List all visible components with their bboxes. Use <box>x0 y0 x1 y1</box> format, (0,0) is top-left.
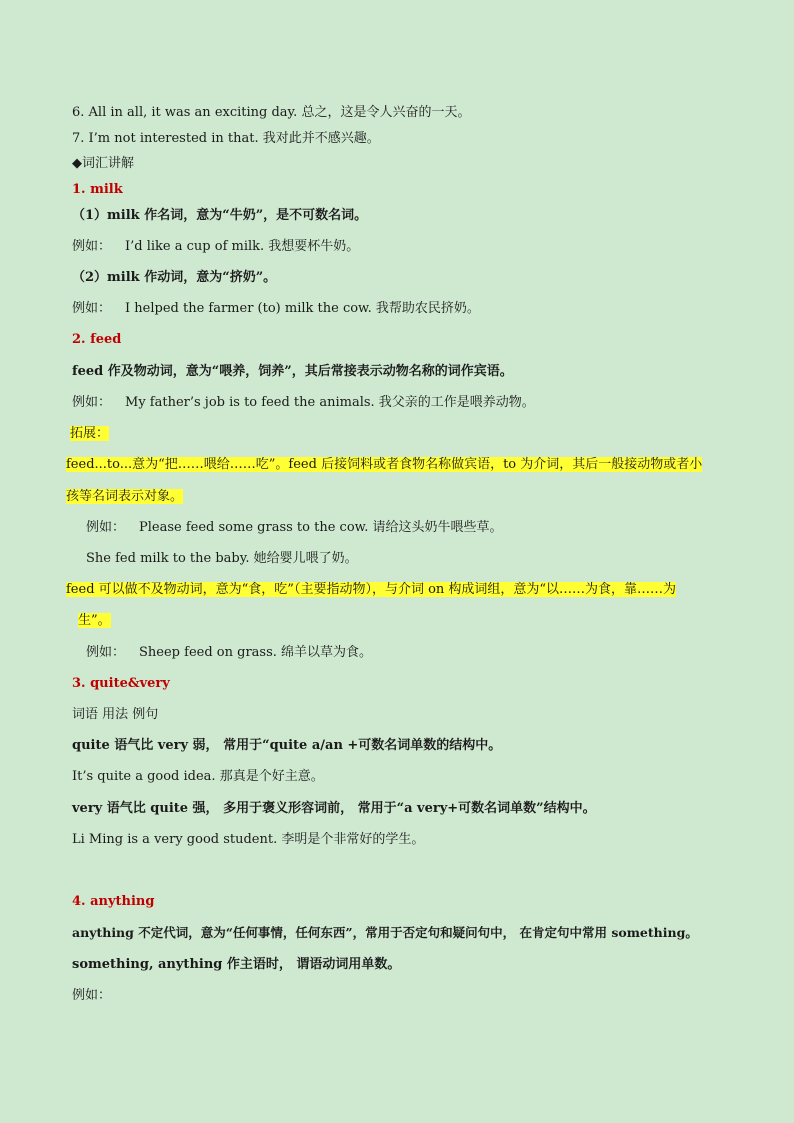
highlight: feed 可以做不及物动词，意为“食，吃”（主要指动物），与介词 on 构成词组，意为“以……为食，靠……为 <box>66 582 677 597</box>
example-label: 例如： <box>86 520 126 535</box>
extension-label <box>70 425 109 443</box>
anything-example-label: 例如： <box>72 988 112 1003</box>
milk-verb-example <box>72 300 480 318</box>
example-text: I helped the farmer (to) milk the cow. 我帮助农民挤奶。 <box>125 301 480 316</box>
quite-example: It’s quite a good idea. 那真是个好主意。 <box>72 769 324 784</box>
highlight: 孩等名词表示对象。 <box>66 489 184 504</box>
anything-note: something, anything 作主语时， 谓语动词用单数。 <box>72 957 401 972</box>
heading-milk: 1. milk <box>72 182 123 197</box>
very-definition: very 语气比 quite 强， 多用于褒义形容词前， 常用于“a very+可数名词单数”结构中。 <box>72 801 596 816</box>
heading-feed: 2. feed <box>72 332 122 347</box>
extension-example-1 <box>86 519 503 537</box>
milk-noun-example <box>72 238 359 256</box>
example-label: 例如： <box>86 645 126 660</box>
sentence-7: 7. I’m not interested in that. 我对此并不感兴趣。 <box>72 131 380 146</box>
very-example: Li Ming is a very good student. 李明是个非常好的学生。 <box>72 832 425 847</box>
example-label: 例如： <box>72 239 112 254</box>
extension-note-2-line-2 <box>78 612 111 630</box>
extension-note-1-line-2 <box>66 488 183 506</box>
quite-very-header: 词语 用法 例句 <box>72 707 159 722</box>
anything-definition: anything 不定代词，意为“任何事情，任何东西”，常用于否定句和疑问句中， 在肯定句中常用 something。 <box>72 925 698 940</box>
example-text: Sheep feed on grass. 绵羊以草为食。 <box>139 645 373 660</box>
sentence-6: 6. All in all, it was an exciting day. 总之，这是令人兴奋的一天。 <box>72 105 471 120</box>
heading-anything: 4. anything <box>72 894 155 909</box>
feed-definition: feed 作及物动词，意为“喂养，饲养”，其后常接表示动物名称的词作宾语。 <box>72 364 513 379</box>
quite-definition: quite 语气比 very 弱， 常用于“quite a/an +可数名词单数的结构中。 <box>72 738 502 753</box>
extension-example-3 <box>86 644 372 662</box>
heading-quite-very: 3. quite&very <box>72 676 170 691</box>
highlight: 生”。 <box>78 613 111 628</box>
extension-note-1-line-1 <box>66 456 702 474</box>
feed-example <box>72 394 535 412</box>
vocab-section-title: ◆词汇讲解 <box>72 156 134 171</box>
example-text: My father’s job is to feed the animals. 我父亲的工作是喂养动物。 <box>125 395 535 410</box>
example-label: 例如： <box>72 395 112 410</box>
example-text: I’d like a cup of milk. 我想要杯牛奶。 <box>125 239 360 254</box>
highlight: 拓展： <box>70 426 110 441</box>
milk-noun-definition: （1）milk 作名词，意为“牛奶”，是不可数名词。 <box>72 208 368 223</box>
example-label: 例如： <box>72 301 112 316</box>
highlight: feed...to...意为“把……喂给……吃”。feed 后接饲料或者食物名称做宾语，to 为介词，其后一般接动物或者小 <box>66 457 703 472</box>
milk-verb-definition: （2）milk 作动词，意为“挤奶”。 <box>72 270 277 285</box>
example-text: Please feed some grass to the cow. 请给这头奶牛喂些草。 <box>139 520 503 535</box>
extension-note-2-line-1 <box>66 581 676 599</box>
extension-example-2: She fed milk to the baby. 她给婴儿喂了奶。 <box>86 551 358 566</box>
